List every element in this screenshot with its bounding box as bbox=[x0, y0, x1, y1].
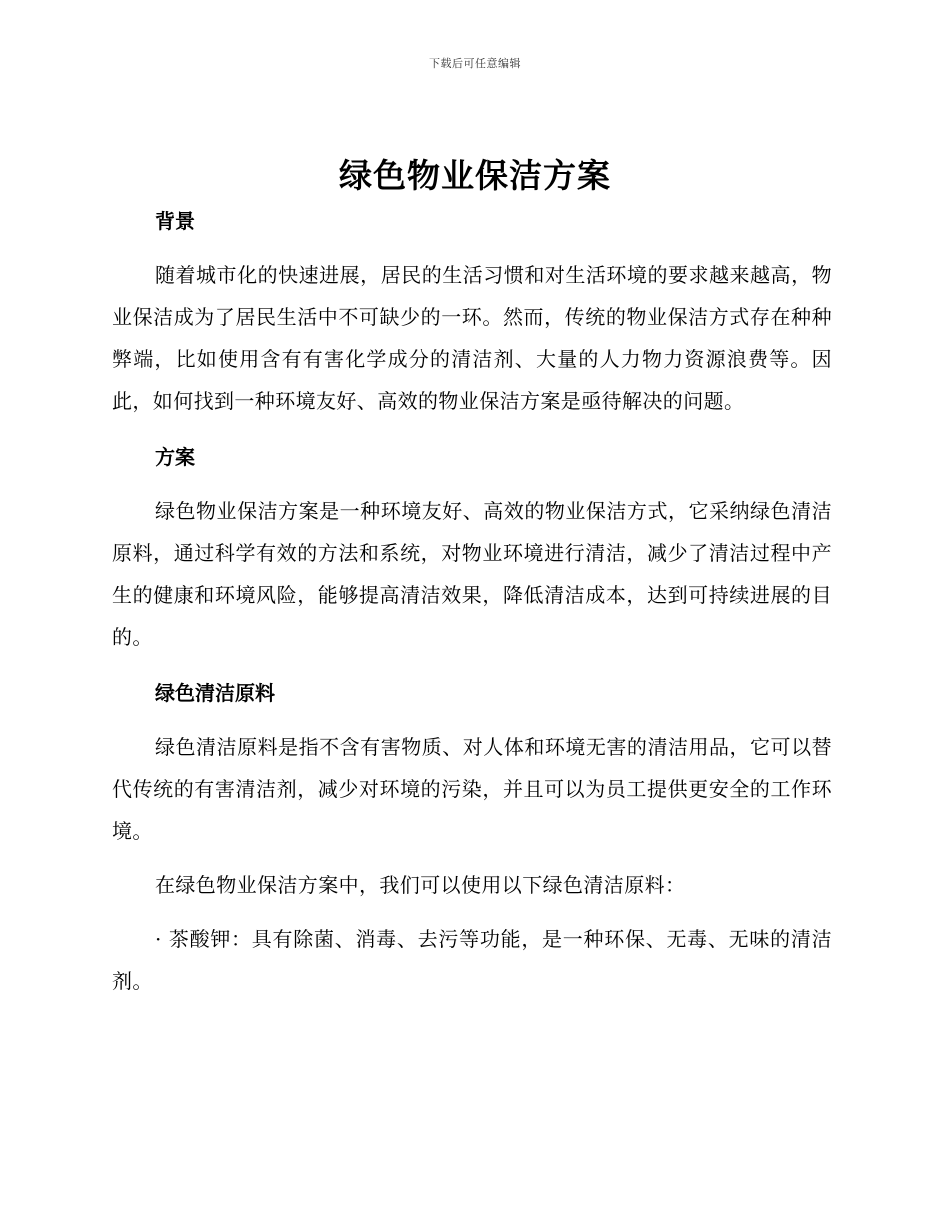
materials-paragraph: 绿色清洁原料是指不含有害物质、对人体和环境无害的清洁用品，它可以替代传统的有害清洁剂，减少对环境的污染，并且可以为员工提供更安全的工作环境。 bbox=[112, 735, 832, 843]
header-note: 下载后可任意编辑 bbox=[429, 57, 521, 70]
materials-intro: 在绿色物业保洁方案中，我们可以使用以下绿色清洁原料： bbox=[155, 873, 686, 897]
plan-paragraph: 绿色物业保洁方案是一种环境友好、高效的物业保洁方式，它采纳绿色清洁原料，通过科学有效的方法和系统，对物业环境进行清洁，减少了清洁过程中产生的健康和环境风险，能够提高清洁效果，降低清洁成本，达到可持续进展的目的。 bbox=[112, 499, 832, 649]
background-paragraph: 随着城市化的快速进展，居民的生活习惯和对生活环境的要求越来越高，物业保洁成为了居民生活中不可缺少的一环。然而，传统的物业保洁方式存在种种弊端，比如使用含有有害化学成分的清洁剂、大量的人力物力资源浪费等。因此，如何找到一种环境友好、高效的物业保洁方案是亟待解决的问题。 bbox=[112, 263, 832, 413]
document-body bbox=[112, 200, 832, 1002]
section-heading-materials: 绿色清洁原料 bbox=[155, 681, 275, 705]
section-heading-plan: 方案 bbox=[155, 445, 195, 469]
materials-list-item: · 茶酸钾：具有除菌、消毒、去污等功能，是一种环保、无毒、无味的清洁剂。 bbox=[112, 927, 832, 993]
document-title: 绿色物业保洁方案 bbox=[339, 156, 611, 195]
section-heading-background: 背景 bbox=[155, 209, 195, 233]
